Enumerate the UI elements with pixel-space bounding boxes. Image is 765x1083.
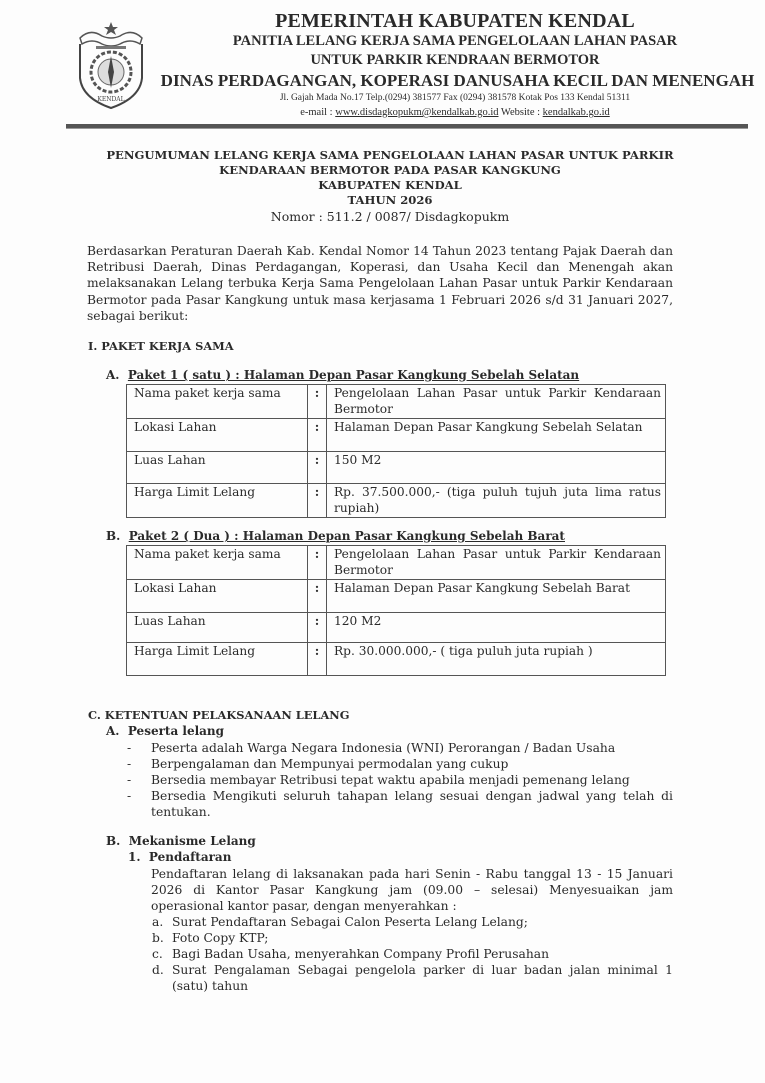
section-heading-paket: I. PAKET KERJA SAMA [88,339,234,353]
letterhead-committee: PANITIA LELANG KERJA SAMA PENGELOLAAN LAHAN PASAR [232,33,678,49]
table-row: Lokasi Lahan : Halaman Depan Pasar Kangkung Sebelah Selatan [127,419,666,452]
list-item: a. Surat Pendaftaran Sebagai Calon Peserta Lelang Lelang; [152,915,528,929]
list-item: - Peserta adalah Warga Negara Indonesia (WNI) Perorangan / Badan Usaha [127,741,616,755]
paket-2-heading: B. Paket 2 ( Dua ) : Halaman Depan Pasar Kangkung Sebelah Barat [106,529,565,543]
letterhead-address: Jl. Gajah Mada No.17 Telp.(0294) 381577 Fax (0294) 381578 Kotak Pos 133 Kendal 51311 [279,93,631,103]
email-label: e-mail : [300,107,336,118]
email-link[interactable]: www.disdagkopukm@kendalkab.go.id [335,107,499,118]
title-year: TAHUN 2026 [347,193,433,207]
svg-text:KENDAL: KENDAL [97,96,125,103]
website-link[interactable]: kendalkab.go.id [542,107,610,118]
paket-1-table [126,384,666,518]
list-item: - Bersedia Mengikuti seluruh tahapan lelang sesuai dengan jadwal yang telah di tentukan. [127,789,673,819]
title-line-3: KABUPATEN KENDAL [318,178,462,192]
document-number: Nomor : 511.2 / 0087/ Disdagkopukm [270,209,510,224]
paket-2-table [126,545,666,676]
intro-paragraph: Berdasarkan Peraturan Daerah Kab. Kendal Nomor 14 Tahun 2023 tentang Pajak Daerah dan Retribusi Daerah, Dinas Perdagangan, Koperasi, dan Usaha Kecil dan Menengah akan melaksanakan Lelang terbuka Kerja Sama Pengelolaan Lahan Pasar untuk Parkir Kendaraan Bermotor pada Pasar Kangkung untuk masa kerjasama 1 Februari 2026 s/d 31 Januari 2027, sebagai berikut: [87,244,673,323]
kendal-crest-icon [72,16,150,112]
table-row: Lokasi Lahan : Halaman Depan Pasar Kangkung Sebelah Barat [127,580,666,613]
announcement-title [80,148,700,225]
list-item: d. Surat Pengalaman Sebagai pengelola parker di luar badan jalan minimal 1 (satu) tahun [152,963,673,993]
list-item: - Bersedia membayar Retribusi tepat waktu apabila menjadi pemenang lelang [127,773,630,787]
letterhead-government: PEMERINTAH KABUPATEN KENDAL [275,10,635,32]
website-label: Website : [498,107,543,118]
paket-1-heading: A. Paket 1 ( satu ) : Halaman Depan Pasar Kangkung Sebelah Selatan [106,368,580,382]
table-row: Luas Lahan : 120 M2 [127,613,666,643]
pendaftaran-requirements [152,914,673,994]
letterhead-department: DINAS PERDAGANGAN, KOPERASI DANUSAHA KECIL DAN MENENGAH [160,71,755,90]
table-row: Nama paket kerja sama : Pengelolaan Lahan Pasar untuk Parkir Kendaraan Bermotor [127,546,666,580]
table-row: Luas Lahan : 150 M2 [127,452,666,484]
mekanisme-heading: B. Mekanisme Lelang [106,834,256,848]
letterhead-purpose: UNTUK PARKIR KENDRAAN BERMOTOR [310,52,600,68]
peserta-heading: A. Peserta lelang [106,724,225,738]
section-heading-ketentuan: C. KETENTUAN PELAKSANAAN LELANG [88,708,350,722]
letterhead [60,0,755,125]
letterhead-divider [66,124,748,129]
peserta-list [127,740,673,820]
table-row: Nama paket kerja sama : Pengelolaan Lahan Pasar untuk Parkir Kendaraan Bermotor [127,385,666,419]
pendaftaran-text: Pendaftaran lelang di laksanakan pada hari Senin - Rabu tanggal 13 - 15 Januari 2026 di Kantor Pasar Kangkung jam (09.00 – selesai) Menyesuaikan jam operasional kantor pasar, dengan menyerahkan : [151,867,673,913]
table-row: Harga Limit Lelang : Rp. 37.500.000,- (tiga puluh tujuh juta lima ratus rupiah) [127,484,666,518]
pendaftaran-heading: 1. Pendaftaran [128,850,232,864]
title-line-2: KENDARAAN BERMOTOR PADA PASAR KANGKUNG [219,163,561,177]
list-item: b. Foto Copy KTP; [152,931,269,945]
list-item: c. Bagi Badan Usaha, menyerahkan Company Profil Perusahan [152,947,550,961]
table-row: Harga Limit Lelang : Rp. 30.000.000,- ( tiga puluh juta rupiah ) [127,643,666,676]
letterhead-contact [150,105,760,120]
list-item: - Berpengalaman dan Mempunyai permodalan yang cukup [127,757,509,771]
title-line-1: PENGUMUMAN LELANG KERJA SAMA PENGELOLAAN LAHAN PASAR UNTUK PARKIR [106,148,674,162]
